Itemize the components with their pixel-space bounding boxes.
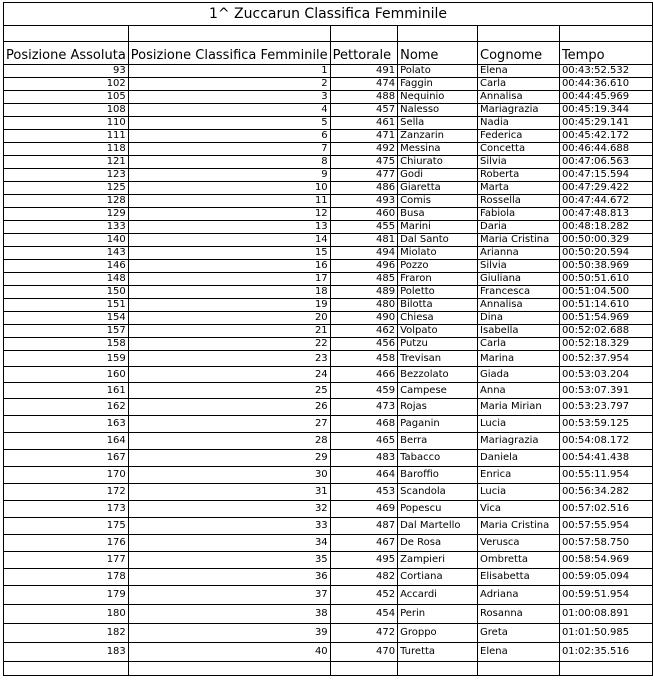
cell-nome: Polato xyxy=(398,65,478,78)
cell-cognome: Rosanna xyxy=(478,605,560,624)
empty-row xyxy=(4,662,653,676)
cell-posizione-femminile: 40 xyxy=(128,643,330,662)
cell-tempo: 00:56:34.282 xyxy=(559,484,652,501)
cell-pettorale: 464 xyxy=(330,467,397,484)
cell-posizione-femminile: 31 xyxy=(128,484,330,501)
cell-cognome: Carla xyxy=(478,338,560,351)
header-tempo: Tempo xyxy=(559,42,652,65)
cell-cognome: Verusca xyxy=(478,535,560,552)
cell-posizione-femminile: 9 xyxy=(128,169,330,182)
cell-nome: Volpato xyxy=(398,325,478,338)
cell-cognome: Vica xyxy=(478,501,560,518)
table-row xyxy=(4,78,653,91)
cell-posizione-femminile: 23 xyxy=(128,351,330,367)
cell-nome: Baroffio xyxy=(398,467,478,484)
cell-tempo: 00:50:38.969 xyxy=(559,260,652,273)
table-row xyxy=(4,130,653,143)
cell-pettorale: 475 xyxy=(330,156,397,169)
cell-pettorale: 469 xyxy=(330,501,397,518)
cell-tempo: 01:00:08.891 xyxy=(559,605,652,624)
cell-posizione-assoluta: 118 xyxy=(4,143,129,156)
cell-pettorale: 455 xyxy=(330,221,397,234)
cell-tempo: 00:45:29.141 xyxy=(559,117,652,130)
cell-cognome: Anna xyxy=(478,383,560,399)
cell-posizione-femminile: 18 xyxy=(128,286,330,299)
cell-nome: Faggin xyxy=(398,78,478,91)
cell-posizione-assoluta: 157 xyxy=(4,325,129,338)
cell-posizione-femminile: 27 xyxy=(128,416,330,433)
cell-nome: Fraron xyxy=(398,273,478,286)
cell-pettorale: 472 xyxy=(330,624,397,643)
spacer-row xyxy=(4,26,653,42)
cell-nome: Dal Martello xyxy=(398,518,478,535)
cell-posizione-femminile: 19 xyxy=(128,299,330,312)
cell-nome: Perin xyxy=(398,605,478,624)
table-row xyxy=(4,117,653,130)
cell-pettorale: 459 xyxy=(330,383,397,399)
cell-tempo: 00:59:05.094 xyxy=(559,569,652,586)
cell-cognome: Concetta xyxy=(478,143,560,156)
cell-posizione-assoluta: 148 xyxy=(4,273,129,286)
cell-pettorale: 465 xyxy=(330,433,397,450)
cell-pettorale: 495 xyxy=(330,552,397,569)
cell-tempo: 00:43:52.532 xyxy=(559,65,652,78)
cell-posizione-assoluta: 175 xyxy=(4,518,129,535)
cell-nome: Scandola xyxy=(398,484,478,501)
cell-posizione-assoluta: 128 xyxy=(4,195,129,208)
cell-nome: Comis xyxy=(398,195,478,208)
cell-pettorale: 456 xyxy=(330,338,397,351)
cell-nome: Berra xyxy=(398,433,478,450)
cell-tempo: 00:51:14.610 xyxy=(559,299,652,312)
cell-posizione-assoluta: 158 xyxy=(4,338,129,351)
cell-tempo: 00:44:36.610 xyxy=(559,78,652,91)
cell-nome: Miolato xyxy=(398,247,478,260)
cell-nome: Tabacco xyxy=(398,450,478,467)
cell-cognome: Dina xyxy=(478,312,560,325)
cell-posizione-femminile: 5 xyxy=(128,117,330,130)
cell-posizione-assoluta: 180 xyxy=(4,605,129,624)
cell-nome: Putzu xyxy=(398,338,478,351)
table-row xyxy=(4,169,653,182)
cell-nome: Nalesso xyxy=(398,104,478,117)
cell-pettorale: 460 xyxy=(330,208,397,221)
cell-tempo: 00:50:20.594 xyxy=(559,247,652,260)
table-row xyxy=(4,65,653,78)
cell-tempo: 01:02:35.516 xyxy=(559,643,652,662)
cell-posizione-femminile: 32 xyxy=(128,501,330,518)
header-pettorale: Pettorale xyxy=(330,42,397,65)
cell-posizione-femminile: 38 xyxy=(128,605,330,624)
cell-posizione-assoluta: 173 xyxy=(4,501,129,518)
table-row xyxy=(4,338,653,351)
cell-posizione-assoluta: 111 xyxy=(4,130,129,143)
cell-posizione-femminile: 12 xyxy=(128,208,330,221)
cell-pettorale: 471 xyxy=(330,130,397,143)
cell-tempo: 00:57:02.516 xyxy=(559,501,652,518)
cell-posizione-assoluta: 110 xyxy=(4,117,129,130)
cell-cognome: Mariagrazia xyxy=(478,104,560,117)
cell-pettorale: 496 xyxy=(330,260,397,273)
cell-tempo: 00:45:42.172 xyxy=(559,130,652,143)
table-row xyxy=(4,586,653,605)
cell-posizione-assoluta: 105 xyxy=(4,91,129,104)
cell-posizione-assoluta: 143 xyxy=(4,247,129,260)
cell-cognome: Maria Cristina xyxy=(478,234,560,247)
cell-cognome: Francesca xyxy=(478,286,560,299)
cell-nome: Sella xyxy=(398,117,478,130)
cell-posizione-assoluta: 102 xyxy=(4,78,129,91)
cell-pettorale: 489 xyxy=(330,286,397,299)
cell-cognome: Giuliana xyxy=(478,273,560,286)
cell-tempo: 00:47:44.672 xyxy=(559,195,652,208)
cell-cognome: Lucia xyxy=(478,484,560,501)
table-row xyxy=(4,399,653,416)
cell-nome: De Rosa xyxy=(398,535,478,552)
cell-pettorale: 487 xyxy=(330,518,397,535)
header-nome: Nome xyxy=(398,42,478,65)
cell-posizione-assoluta: 178 xyxy=(4,569,129,586)
sheet-title: 1^ Zuccarun Classifica Femminile xyxy=(4,3,653,26)
cell-posizione-femminile: 13 xyxy=(128,221,330,234)
header-row xyxy=(4,42,653,65)
cell-tempo: 00:53:59.125 xyxy=(559,416,652,433)
table-row xyxy=(4,247,653,260)
cell-pettorale: 481 xyxy=(330,234,397,247)
table-row xyxy=(4,484,653,501)
cell-posizione-femminile: 15 xyxy=(128,247,330,260)
cell-posizione-assoluta: 121 xyxy=(4,156,129,169)
cell-posizione-femminile: 22 xyxy=(128,338,330,351)
cell-posizione-assoluta: 150 xyxy=(4,286,129,299)
cell-cognome: Daniela xyxy=(478,450,560,467)
cell-pettorale: 480 xyxy=(330,299,397,312)
table-row xyxy=(4,416,653,433)
cell-posizione-assoluta: 160 xyxy=(4,367,129,383)
cell-tempo: 00:51:04.500 xyxy=(559,286,652,299)
cell-pettorale: 458 xyxy=(330,351,397,367)
cell-posizione-assoluta: 183 xyxy=(4,643,129,662)
cell-tempo: 00:54:41.438 xyxy=(559,450,652,467)
cell-cognome: Adriana xyxy=(478,586,560,605)
cell-cognome: Elena xyxy=(478,65,560,78)
cell-posizione-femminile: 2 xyxy=(128,78,330,91)
header-posizione-assoluta: Posizione Assoluta xyxy=(4,42,129,65)
table-row xyxy=(4,143,653,156)
cell-tempo: 00:50:00.329 xyxy=(559,234,652,247)
cell-nome: Busa xyxy=(398,208,478,221)
cell-cognome: Elisabetta xyxy=(478,569,560,586)
table-row xyxy=(4,433,653,450)
table-row xyxy=(4,501,653,518)
cell-posizione-femminile: 30 xyxy=(128,467,330,484)
cell-cognome: Marina xyxy=(478,351,560,367)
cell-posizione-assoluta: 177 xyxy=(4,552,129,569)
cell-posizione-femminile: 4 xyxy=(128,104,330,117)
cell-posizione-assoluta: 159 xyxy=(4,351,129,367)
cell-pettorale: 490 xyxy=(330,312,397,325)
cell-posizione-femminile: 26 xyxy=(128,399,330,416)
cell-posizione-assoluta: 179 xyxy=(4,586,129,605)
cell-tempo: 00:51:54.969 xyxy=(559,312,652,325)
cell-cognome: Carla xyxy=(478,78,560,91)
cell-tempo: 00:59:51.954 xyxy=(559,586,652,605)
cell-cognome: Silvia xyxy=(478,156,560,169)
cell-posizione-femminile: 1 xyxy=(128,65,330,78)
cell-posizione-assoluta: 140 xyxy=(4,234,129,247)
cell-posizione-femminile: 36 xyxy=(128,569,330,586)
cell-pettorale: 457 xyxy=(330,104,397,117)
cell-cognome: Isabella xyxy=(478,325,560,338)
cell-posizione-femminile: 25 xyxy=(128,383,330,399)
cell-posizione-femminile: 28 xyxy=(128,433,330,450)
cell-posizione-assoluta: 129 xyxy=(4,208,129,221)
cell-nome: Rojas xyxy=(398,399,478,416)
cell-tempo: 00:53:07.391 xyxy=(559,383,652,399)
cell-posizione-assoluta: 146 xyxy=(4,260,129,273)
cell-pettorale: 494 xyxy=(330,247,397,260)
cell-nome: Messina xyxy=(398,143,478,156)
cell-tempo: 00:55:11.954 xyxy=(559,467,652,484)
cell-nome: Zanzarin xyxy=(398,130,478,143)
cell-nome: Chiesa xyxy=(398,312,478,325)
cell-posizione-assoluta: 125 xyxy=(4,182,129,195)
cell-posizione-femminile: 35 xyxy=(128,552,330,569)
cell-nome: Accardi xyxy=(398,586,478,605)
cell-tempo: 00:57:55.954 xyxy=(559,518,652,535)
cell-posizione-assoluta: 161 xyxy=(4,383,129,399)
cell-tempo: 00:45:19.344 xyxy=(559,104,652,117)
cell-posizione-femminile: 6 xyxy=(128,130,330,143)
cell-posizione-femminile: 3 xyxy=(128,91,330,104)
table-row xyxy=(4,156,653,169)
table-row xyxy=(4,312,653,325)
cell-posizione-femminile: 37 xyxy=(128,586,330,605)
cell-posizione-femminile: 34 xyxy=(128,535,330,552)
cell-tempo: 00:44:45.969 xyxy=(559,91,652,104)
cell-nome: Poletto xyxy=(398,286,478,299)
cell-posizione-assoluta: 163 xyxy=(4,416,129,433)
cell-tempo: 00:57:58.750 xyxy=(559,535,652,552)
cell-cognome: Daria xyxy=(478,221,560,234)
cell-posizione-assoluta: 154 xyxy=(4,312,129,325)
cell-cognome: Annalisa xyxy=(478,91,560,104)
table-row xyxy=(4,351,653,367)
table-row xyxy=(4,234,653,247)
cell-pettorale: 467 xyxy=(330,535,397,552)
cell-tempo: 00:53:23.797 xyxy=(559,399,652,416)
cell-nome: Turetta xyxy=(398,643,478,662)
table-row xyxy=(4,260,653,273)
cell-tempo: 00:47:06.563 xyxy=(559,156,652,169)
cell-tempo: 00:54:08.172 xyxy=(559,433,652,450)
cell-cognome: Annalisa xyxy=(478,299,560,312)
cell-nome: Giaretta xyxy=(398,182,478,195)
cell-posizione-assoluta: 167 xyxy=(4,450,129,467)
title-row xyxy=(4,3,653,26)
cell-posizione-assoluta: 182 xyxy=(4,624,129,643)
cell-cognome: Silvia xyxy=(478,260,560,273)
cell-nome: Bilotta xyxy=(398,299,478,312)
cell-cognome: Fabiola xyxy=(478,208,560,221)
cell-cognome: Maria Mirian xyxy=(478,399,560,416)
cell-tempo: 00:52:37.954 xyxy=(559,351,652,367)
table-row xyxy=(4,104,653,117)
cell-nome: Trevisan xyxy=(398,351,478,367)
cell-posizione-assoluta: 170 xyxy=(4,467,129,484)
cell-tempo: 01:01:50.985 xyxy=(559,624,652,643)
cell-pettorale: 462 xyxy=(330,325,397,338)
table-row xyxy=(4,208,653,221)
ranking-table xyxy=(3,2,653,676)
cell-tempo: 00:52:18.329 xyxy=(559,338,652,351)
cell-tempo: 00:53:03.204 xyxy=(559,367,652,383)
table-row xyxy=(4,182,653,195)
cell-pettorale: 461 xyxy=(330,117,397,130)
cell-pettorale: 492 xyxy=(330,143,397,156)
cell-posizione-femminile: 24 xyxy=(128,367,330,383)
cell-posizione-assoluta: 176 xyxy=(4,535,129,552)
table-row xyxy=(4,383,653,399)
cell-tempo: 00:58:54.969 xyxy=(559,552,652,569)
cell-pettorale: 453 xyxy=(330,484,397,501)
cell-cognome: Elena xyxy=(478,643,560,662)
table-row xyxy=(4,273,653,286)
table-row xyxy=(4,624,653,643)
cell-nome: Paganin xyxy=(398,416,478,433)
cell-posizione-femminile: 21 xyxy=(128,325,330,338)
cell-nome: Zampieri xyxy=(398,552,478,569)
cell-nome: Godi xyxy=(398,169,478,182)
cell-nome: Campese xyxy=(398,383,478,399)
table-row xyxy=(4,552,653,569)
cell-cognome: Roberta xyxy=(478,169,560,182)
cell-posizione-assoluta: 164 xyxy=(4,433,129,450)
cell-tempo: 00:47:15.594 xyxy=(559,169,652,182)
cell-posizione-femminile: 11 xyxy=(128,195,330,208)
table-row xyxy=(4,605,653,624)
cell-posizione-femminile: 33 xyxy=(128,518,330,535)
cell-pettorale: 454 xyxy=(330,605,397,624)
cell-pettorale: 466 xyxy=(330,367,397,383)
cell-nome: Chiurato xyxy=(398,156,478,169)
cell-pettorale: 482 xyxy=(330,569,397,586)
cell-pettorale: 474 xyxy=(330,78,397,91)
cell-cognome: Federica xyxy=(478,130,560,143)
cell-posizione-femminile: 7 xyxy=(128,143,330,156)
cell-tempo: 00:47:29.422 xyxy=(559,182,652,195)
cell-posizione-femminile: 17 xyxy=(128,273,330,286)
cell-nome: Bezzolato xyxy=(398,367,478,383)
cell-cognome: Greta xyxy=(478,624,560,643)
cell-cognome: Ombretta xyxy=(478,552,560,569)
cell-tempo: 00:52:02.688 xyxy=(559,325,652,338)
cell-nome: Popescu xyxy=(398,501,478,518)
cell-posizione-assoluta: 151 xyxy=(4,299,129,312)
cell-nome: Pozzo xyxy=(398,260,478,273)
cell-pettorale: 483 xyxy=(330,450,397,467)
cell-tempo: 00:50:51.610 xyxy=(559,273,652,286)
cell-nome: Marini xyxy=(398,221,478,234)
cell-cognome: Rossella xyxy=(478,195,560,208)
table-row xyxy=(4,286,653,299)
cell-pettorale: 493 xyxy=(330,195,397,208)
cell-pettorale: 473 xyxy=(330,399,397,416)
cell-posizione-femminile: 8 xyxy=(128,156,330,169)
table-row xyxy=(4,643,653,662)
table-row xyxy=(4,535,653,552)
cell-pettorale: 486 xyxy=(330,182,397,195)
cell-pettorale: 488 xyxy=(330,91,397,104)
cell-posizione-assoluta: 108 xyxy=(4,104,129,117)
cell-cognome: Lucia xyxy=(478,416,560,433)
cell-nome: Groppo xyxy=(398,624,478,643)
cell-posizione-femminile: 16 xyxy=(128,260,330,273)
table-row xyxy=(4,518,653,535)
table-row xyxy=(4,450,653,467)
cell-pettorale: 452 xyxy=(330,586,397,605)
cell-cognome: Arianna xyxy=(478,247,560,260)
cell-cognome: Enrica xyxy=(478,467,560,484)
cell-posizione-assoluta: 172 xyxy=(4,484,129,501)
table-row xyxy=(4,221,653,234)
cell-posizione-assoluta: 123 xyxy=(4,169,129,182)
cell-posizione-assoluta: 133 xyxy=(4,221,129,234)
cell-posizione-femminile: 10 xyxy=(128,182,330,195)
cell-posizione-femminile: 20 xyxy=(128,312,330,325)
cell-cognome: Maria Cristina xyxy=(478,518,560,535)
cell-posizione-assoluta: 162 xyxy=(4,399,129,416)
cell-pettorale: 477 xyxy=(330,169,397,182)
cell-posizione-femminile: 39 xyxy=(128,624,330,643)
cell-cognome: Mariagrazia xyxy=(478,433,560,450)
cell-pettorale: 485 xyxy=(330,273,397,286)
cell-nome: Cortiana xyxy=(398,569,478,586)
cell-tempo: 00:47:48.813 xyxy=(559,208,652,221)
cell-cognome: Nadia xyxy=(478,117,560,130)
cell-pettorale: 468 xyxy=(330,416,397,433)
header-cognome: Cognome xyxy=(478,42,560,65)
cell-tempo: 00:48:18.282 xyxy=(559,221,652,234)
cell-cognome: Giada xyxy=(478,367,560,383)
cell-nome: Nequinio xyxy=(398,91,478,104)
table-row xyxy=(4,367,653,383)
header-posizione-femminile: Posizione Classifica Femminile xyxy=(128,42,330,65)
cell-posizione-assoluta: 93 xyxy=(4,65,129,78)
table-row xyxy=(4,299,653,312)
cell-tempo: 00:46:44.688 xyxy=(559,143,652,156)
table-row xyxy=(4,325,653,338)
table-row xyxy=(4,91,653,104)
table-row xyxy=(4,569,653,586)
cell-posizione-femminile: 14 xyxy=(128,234,330,247)
cell-pettorale: 470 xyxy=(330,643,397,662)
cell-cognome: Marta xyxy=(478,182,560,195)
cell-posizione-femminile: 29 xyxy=(128,450,330,467)
table-row xyxy=(4,195,653,208)
cell-pettorale: 491 xyxy=(330,65,397,78)
table-row xyxy=(4,467,653,484)
cell-nome: Dal Santo xyxy=(398,234,478,247)
